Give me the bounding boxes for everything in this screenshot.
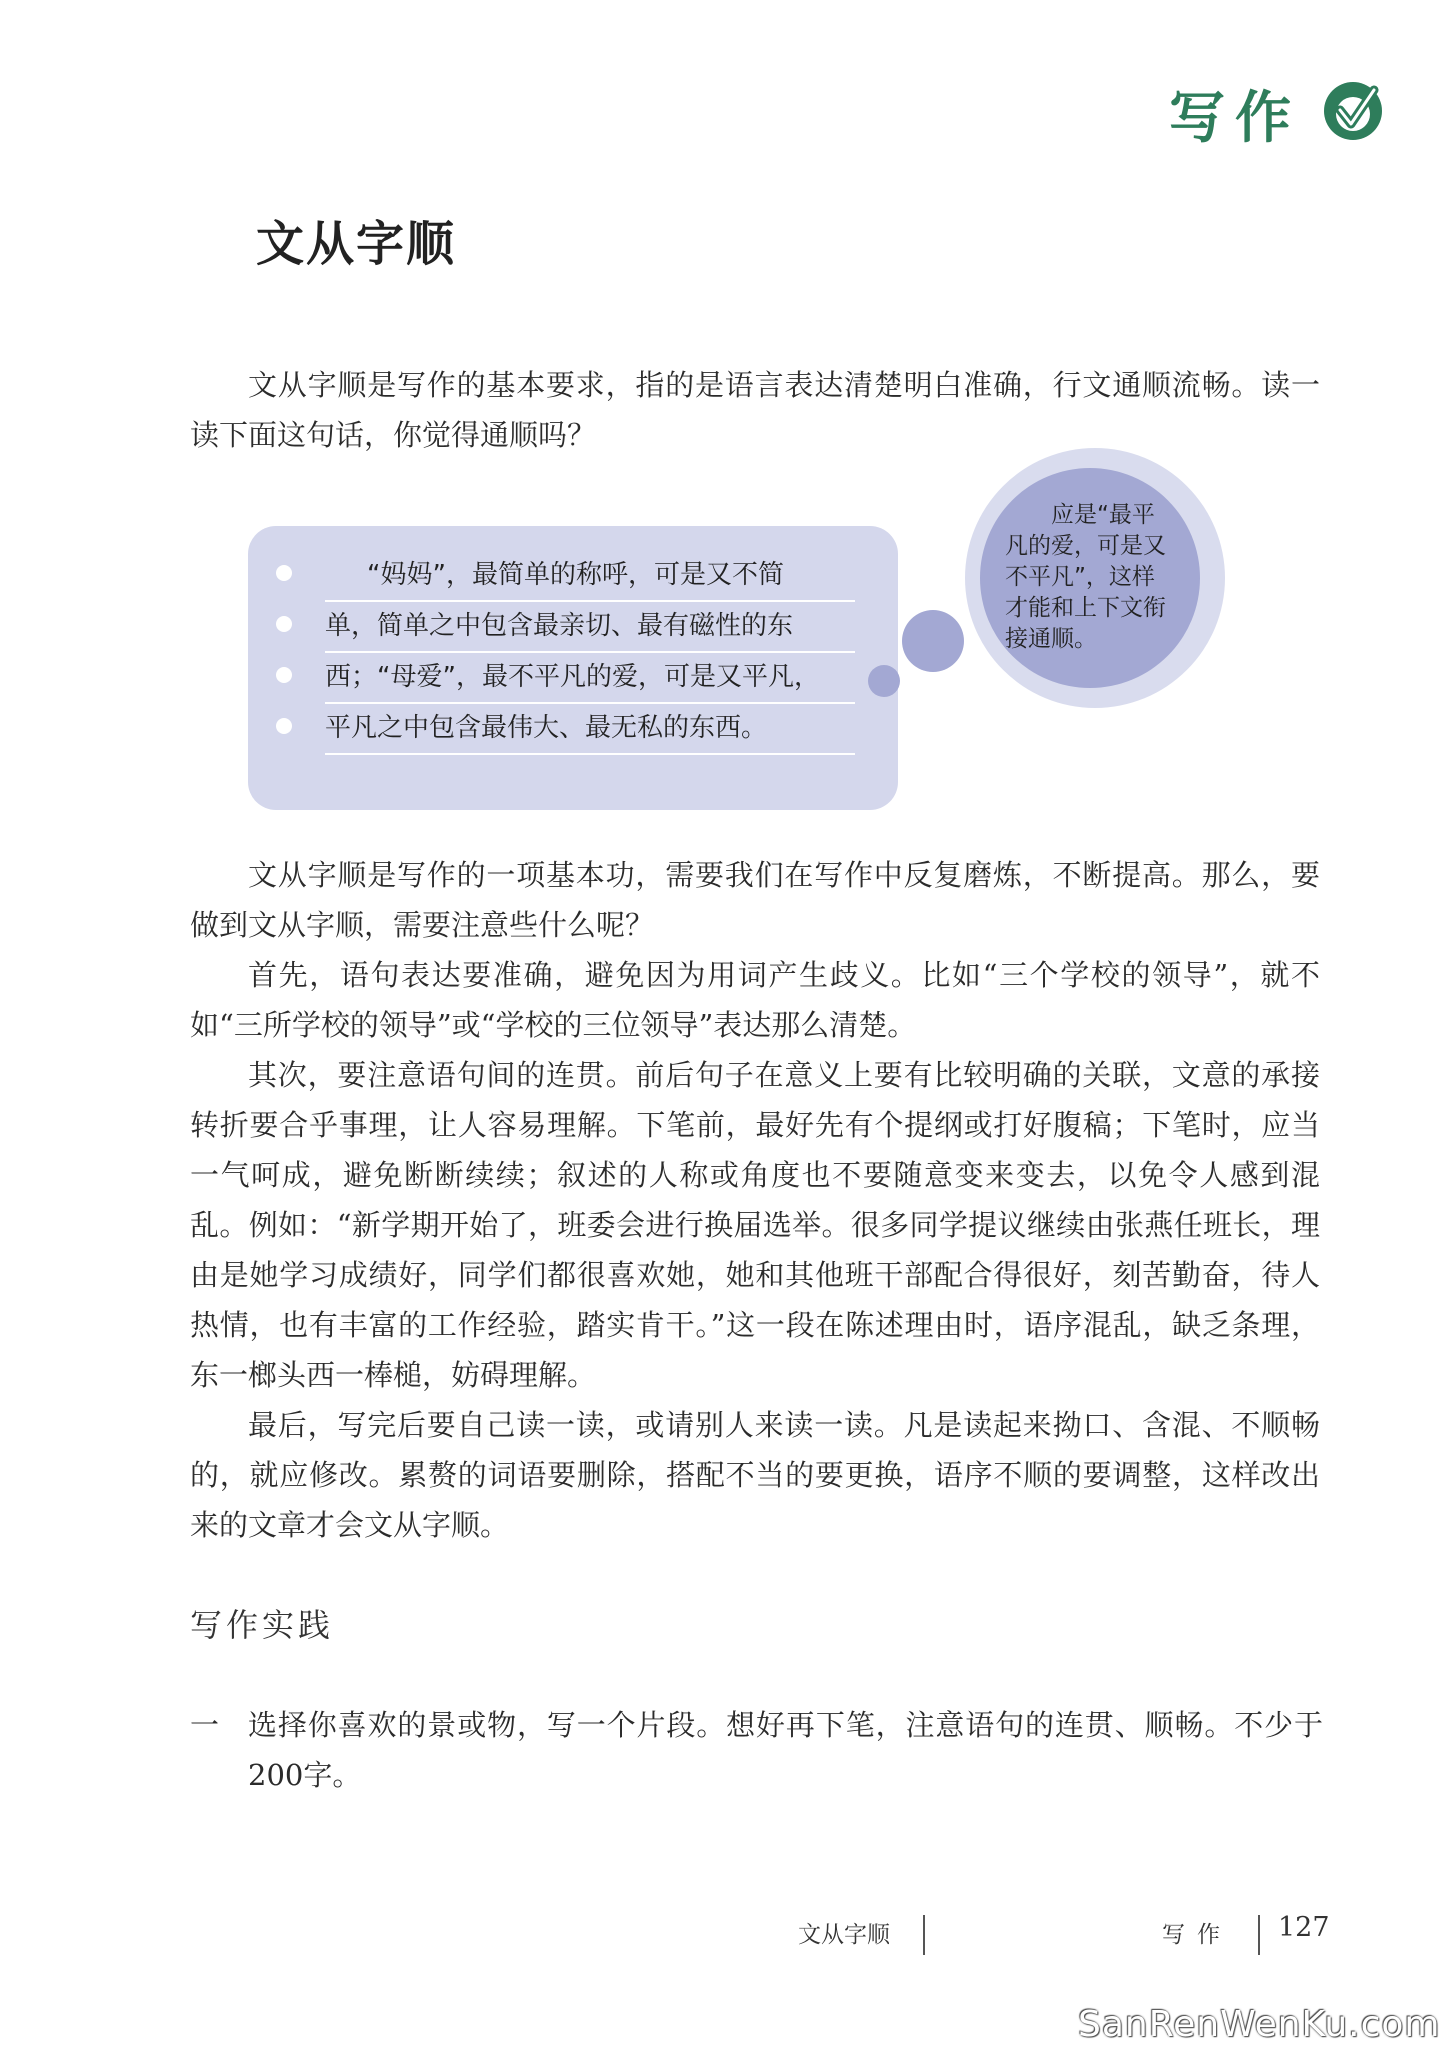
bullet-icon <box>276 616 292 632</box>
example-line: 平凡之中包含最伟大、最无私的东西。 <box>325 703 855 755</box>
body-paragraph: 首先，语句表达要准确，避免因为用词产生歧义。比如“三个学校的领导”，就不如“三所学校的领导”或“学校的三位领导”表达那么清楚。 <box>190 958 1320 1042</box>
thought-dot-large <box>902 610 964 672</box>
bullet-icon <box>276 667 292 683</box>
body-paragraph: 文从字顺是写作的一项基本功，需要我们在写作中反复磨炼，不断提高。那么，要做到文从字顺，需要注意些什么呢？ <box>190 858 1320 942</box>
task-number: 一 <box>190 1708 220 1742</box>
thought-dot-small <box>868 665 900 697</box>
example-line: 单，简单之中包含最亲切、最有磁性的东 <box>325 601 855 653</box>
lesson-title: 文从字顺 <box>256 216 457 272</box>
footer-section: 写作 <box>1162 1922 1232 1948</box>
watermark: SanRenWenKu.com <box>1078 2004 1441 2045</box>
footer-divider <box>1258 1915 1260 1955</box>
example-line: “妈妈”，最简单的称呼，可是又不简 <box>325 550 855 602</box>
check-circle-icon <box>1320 78 1386 144</box>
page-number: 127 <box>1278 1912 1330 1943</box>
comment-line: 应是“最平 <box>1051 502 1155 528</box>
task-text: 选择你喜欢的景或物，写一个片段。想好再下笔，注意语句的连贯、顺畅。不少于200字。 <box>248 1708 1323 1792</box>
section-title: 写作 <box>1169 86 1301 151</box>
intro-paragraph: 文从字顺是写作的基本要求，指的是语言表达清楚明白准确，行文通顺流畅。读一读下面这句话，你觉得通顺吗？ <box>190 368 1320 452</box>
comment-line: 不平凡”，这样 <box>1005 564 1155 590</box>
footer-lesson: 文从字顺 <box>798 1922 890 1948</box>
example-line: 西；“母爱”，最不平凡的爱，可是又平凡， <box>325 652 855 704</box>
comment-line: 接通顺。 <box>1005 626 1097 652</box>
bullet-icon <box>276 565 292 581</box>
practice-heading: 写作实践 <box>190 1606 335 1644</box>
comment-text <box>1005 500 1185 655</box>
footer-divider <box>923 1915 925 1955</box>
body-paragraph: 最后，写完后要自己读一读，或请别人来读一读。凡是读起来拗口、含混、不顺畅的，就应修改。累赘的词语要删除，搭配不当的要更换，语序不顺的要调整，这样改出来的文章才会文从字顺。 <box>190 1408 1320 1542</box>
comment-line: 才能和上下文衔 <box>1005 595 1166 621</box>
bullet-icon <box>276 718 292 734</box>
body-paragraph: 其次，要注意语句间的连贯。前后句子在意义上要有比较明确的关联，文意的承接转折要合乎事理，让人容易理解。下笔前，最好先有个提纲或打好腹稿；下笔时，应当一气呵成，避免断断续续；叙述的人称或角度也不要随意变来变去，以免令人感到混乱。例如：“新学期开始了，班委会进行换届选举。很多同学提议继续由张燕任班长，理由是她学习成绩好，同学们都很喜欢她，她和其他班干部配合得很好，刻苦勤奋，待人热情，也有丰富的工作经验，踏实肯干。”这一段在陈述理由时，语序混乱，缺乏条理，东一榔头西一棒槌，妨碍理解。 <box>190 1058 1320 1392</box>
comment-line: 凡的爱，可是又 <box>1005 533 1166 559</box>
